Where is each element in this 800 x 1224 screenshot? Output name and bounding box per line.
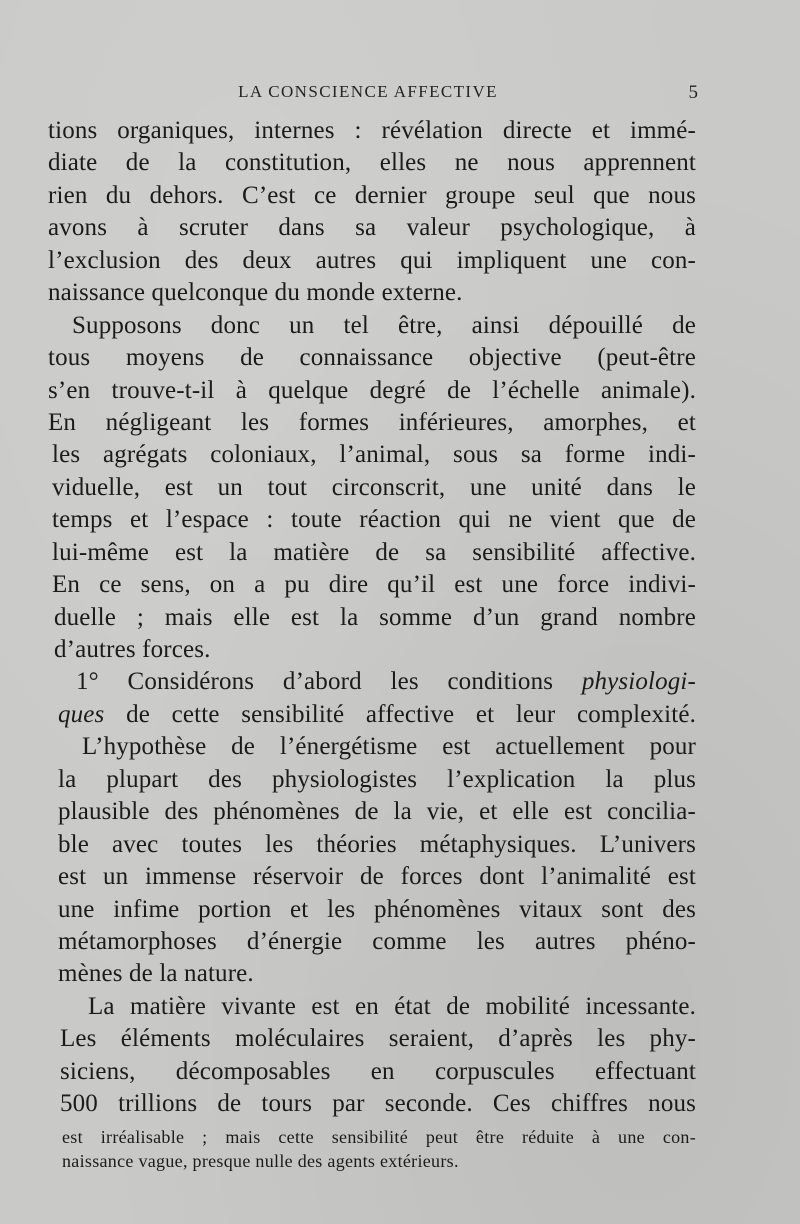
text-line: tions organiques, internes : révélation directe et immé- (48, 117, 696, 144)
text-segment: 1° Considérons d’abord les conditions (76, 668, 582, 696)
text-line: est un immense réservoir de forces dont l’animalité est (58, 863, 696, 891)
text-line: En négligeant les formes inférieures, amorphes, et (48, 408, 696, 436)
text-line: duelle ; mais elle est la somme d’un grand nombre (54, 603, 696, 631)
text-line: métamorphoses d’énergie comme les autres phéno- (58, 927, 696, 955)
footnote-line: est irréalisable ; mais cette sensibilité peut être réduite à une con- (62, 1127, 696, 1147)
italic-term: ques (58, 700, 105, 728)
text-line (48, 666, 696, 698)
text-line: tous moyens de connaissance objective (peut-être (48, 344, 696, 372)
text-line: ble avec toutes les théories métaphysiques. L’univers (58, 830, 696, 858)
page-number: 5 (688, 82, 698, 103)
text-line: En ce sens, on a pu dire qu’il est une force indivi- (52, 571, 696, 599)
text-line: naissance quelconque du monde externe. (48, 279, 463, 307)
text-line: rien du dehors. C’est ce dernier groupe seul que nous (48, 181, 696, 209)
text-line: viduelle, est un tout circonscrit, une unité dans le (52, 473, 696, 501)
text-line: d’autres forces. (54, 636, 211, 663)
text-line: La matière vivante est en état de mobilité incessante. (88, 992, 696, 1020)
text-line: lui-même est la matière de sa sensibilité affective. (52, 538, 696, 566)
running-title: LA CONSCIENCE AFFECTIVE (238, 82, 498, 101)
body-text (48, 115, 696, 1121)
text-line: l’exclusion des deux autres qui impliquent une con- (48, 246, 696, 274)
text-line: les agrégats coloniaux, l’animal, sous sa forme indi- (52, 441, 696, 469)
text-line: s’en trouve-t-il à quelque degré de l’échelle animale). (48, 376, 696, 404)
text-line: siciens, décomposables en corpuscules effectuant (60, 1057, 696, 1085)
text-line: 500 trillions de tours par seconde. Ces chiffres nous (60, 1090, 696, 1118)
text-line: temps et l’espace : toute réaction qui ne vient que de (52, 506, 696, 534)
text-line: Les éléments moléculaires seraient, d’après les phy- (60, 1025, 696, 1053)
text-line: plausible des phénomènes de la vie, et elle est concilia- (58, 798, 696, 826)
footnote (62, 1125, 696, 1173)
text-line: avons à scruter dans sa valeur psychologique, à (48, 214, 696, 242)
footnote-line: naissance vague, presque nulle des agents extérieurs. (62, 1151, 459, 1171)
text-line: L’hypothèse de l’énergétisme est actuellement pour (82, 733, 696, 761)
text-line: diate de la constitution, elles ne nous apprennent (48, 149, 696, 177)
text-line: la plupart des physiologistes l’explication la plus (58, 765, 696, 793)
italic-term: physiologi- (581, 668, 696, 696)
page-header (48, 82, 698, 110)
text-line: une infime portion et les phénomènes vitaux sont des (58, 895, 696, 923)
text-segment: de cette sensibilité affective et leur complexité. (104, 700, 696, 728)
text-line: mènes de la nature. (58, 960, 254, 988)
text-line: Supposons donc un tel être, ainsi dépouillé de (72, 311, 696, 339)
text-line (48, 699, 696, 731)
